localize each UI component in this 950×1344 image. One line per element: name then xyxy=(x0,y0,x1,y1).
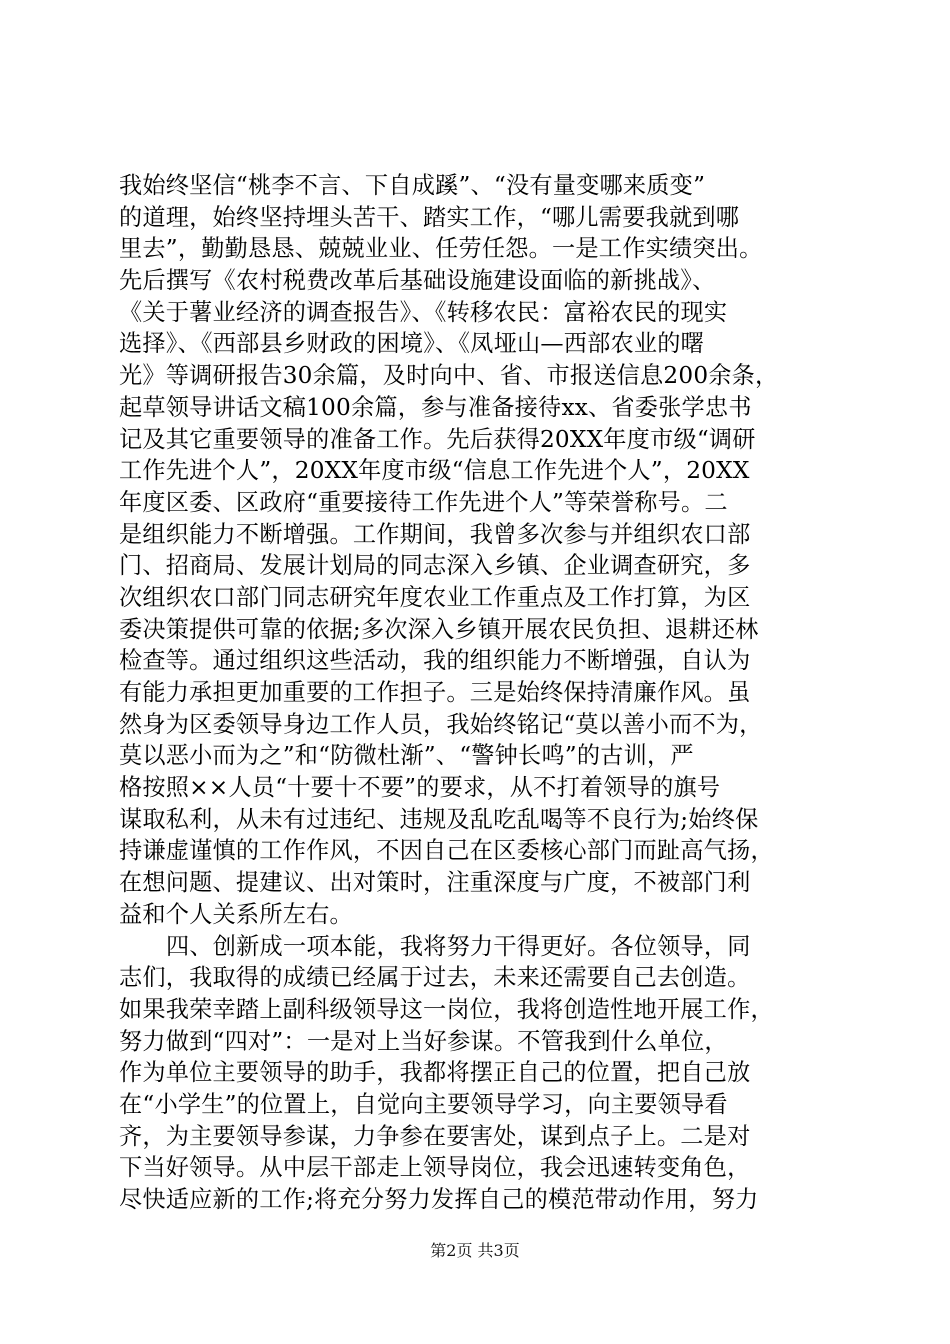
text-line: 记及其它重要领导的准备工作。先后获得20XX年度市级“调研 xyxy=(119,425,756,453)
text-line: 先后撰写《农村税费改革后基础设施建设面临的新挑战》、 xyxy=(119,267,716,295)
text-line: 莫以恶小而为之”和“防微杜渐”、“警钟长鸣”的古训，严 xyxy=(119,742,694,770)
paragraph-start-line: 四、创新成一项本能，我将努力干得更好。各位领导，同 xyxy=(166,932,751,960)
text-line: 选择》、《西部县乡财政的困境》、《凤垭山—西部农业的曙 xyxy=(119,330,705,358)
text-line: 的道理，始终坚持埋头苦干、踏实工作，“哪儿需要我就到哪 xyxy=(119,203,740,231)
text-line: 然身为区委领导身边工作人员，我始终铭记“莫以善小而不为， xyxy=(119,710,763,738)
text-line: 尽快适应新的工作;将充分努力发挥自己的模范带动作用，努力 xyxy=(119,1186,759,1213)
text-line: 是组织能力不断增强。工作期间，我曾多次参与并组织农口部 xyxy=(119,520,751,548)
text-line: 次组织农口部门同志研究年度农业工作重点及工作打算，为区 xyxy=(119,583,751,611)
text-line: 格按照××人员“十要十不要”的要求，从不打着领导的旗号 xyxy=(119,774,721,802)
text-line: 如果我荣幸踏上副科级领导这一岗位，我将创造性地开展工作， xyxy=(119,995,774,1023)
text-line: 在“小学生”的位置上，自觉向主要领导学习，向主要领导看 xyxy=(119,1090,728,1118)
text-line: 工作先进个人”，20XX年度市级“信息工作先进个人”，20XX xyxy=(119,457,750,485)
text-line: 光》等调研报告30余篇，及时向中、省、市报送信息200余条， xyxy=(119,362,779,390)
page-number-footer: 第2页 共3页 xyxy=(430,1241,520,1260)
text-line: 检查等。通过组织这些活动，我的组织能力不断增强，自认为 xyxy=(119,647,751,675)
text-line: 《关于薯业经济的调查报告》、《转移农民：富裕农民的现实 xyxy=(119,298,728,326)
text-line: 下当好领导。从中层干部走上领导岗位，我会迅速转变角色， xyxy=(119,1154,751,1182)
text-line: 持谦虚谨慎的工作作风，不因自己在区委核心部门而趾高气扬， xyxy=(119,837,774,865)
text-line: 委决策提供可靠的依据;多次深入乡镇开展农民负担、退耕还林 xyxy=(119,615,759,643)
text-line: 年度区委、区政府“重要接待工作先进个人”等荣誉称号。二 xyxy=(119,488,728,516)
text-line: 努力做到“四对”：一是对上当好参谋。不管我到什么单位， xyxy=(119,1027,728,1055)
text-line: 益和个人关系所左右。 xyxy=(119,900,353,928)
text-line: 谋取私利，从未有过违纪、违规及乱吃乱喝等不良行为;始终保 xyxy=(119,805,759,833)
text-line: 有能力承担更加重要的工作担子。三是始终保持清廉作风。虽 xyxy=(119,679,751,706)
text-line: 作为单位主要领导的助手，我都将摆正自己的位置，把自己放 xyxy=(119,1059,751,1087)
text-line: 齐，为主要领导参谋，力争参在要害处，谋到点子上。二是对 xyxy=(119,1122,751,1150)
text-line: 志们，我取得的成绩已经属于过去，未来还需要自己去创造。 xyxy=(119,964,751,992)
text-line: 在想问题、提建议、出对策时，注重深度与广度，不被部门利 xyxy=(119,869,751,897)
text-line: 起草领导讲话文稿100余篇，参与准备接待xx、省委张学忠书 xyxy=(119,393,752,421)
document-body xyxy=(119,170,831,1216)
text-line: 门、招商局、发展计划局的同志深入乡镇、企业调查研究，多 xyxy=(119,552,751,580)
text-line: 我始终坚信“桃李不言、下自成蹊”、“没有量变哪来质变” xyxy=(119,172,706,199)
text-line: 里去”，勤勤恳恳、兢兢业业、任劳任怨。一是工作实绩突出。 xyxy=(119,235,763,263)
